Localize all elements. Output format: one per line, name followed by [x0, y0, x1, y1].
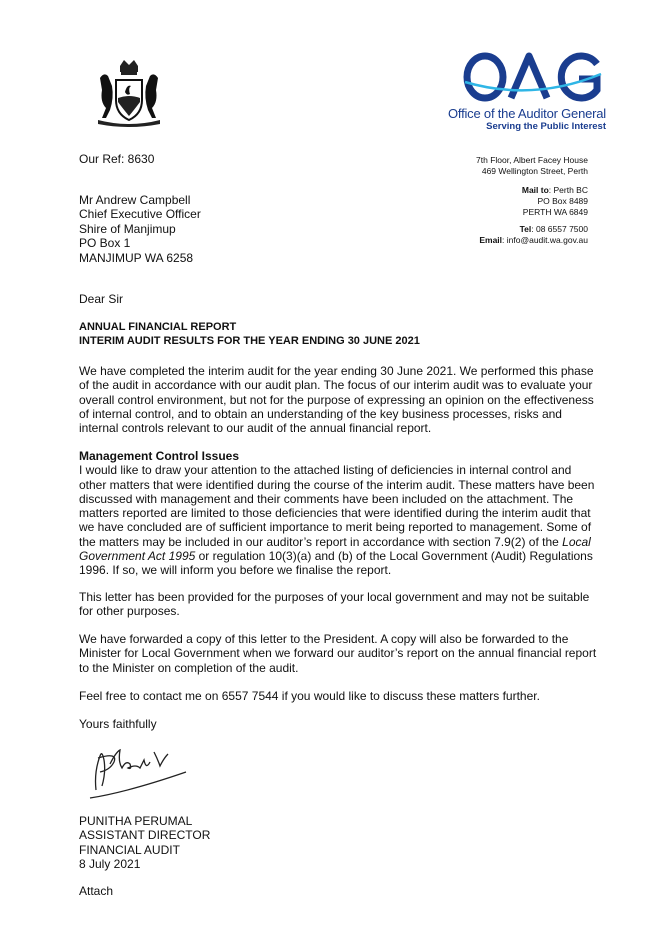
subject-line2: INTERIM AUDIT RESULTS FOR THE YEAR ENDING 30 JUNE 2021: [79, 334, 420, 347]
subject-line1: ANNUAL FINANCIAL REPORT: [79, 321, 237, 333]
office-address-line2: 469 Wellington Street, Perth: [481, 166, 588, 176]
signer-name: PUNITHA PERUMAL: [79, 814, 193, 828]
recipient-town: MANJIMUP WA 6258: [79, 250, 194, 265]
mail-line1: : Perth BC: [548, 185, 588, 195]
email-label: Email: [479, 235, 503, 245]
paragraph-1-text: We have completed the interim audit for the year ending 30 June 2021. We performed this phase of the audit in accordance with our audit plan. The focus of our interim audit was to evaluate your overall control environment, but not for the purpose of expressing an opinion on the effectiveness of internal control, and to obtain an understanding of the key business processes, risks and internal controls relevant to our audit of the annual financial report.: [79, 364, 594, 436]
mci-text-part1: I would like to draw your attention to the attached listing of deficiencies in internal control and other matters that were identified during the course of the interim audit. These matters have been discussed with management and their comments have been included on the attachment. The matters reported are limited to those deficiencies that were identified during the interim audit that we have concluded are of sufficient importance to merit being reported to management. Some of the matters may be included in our auditor’s report in accordance with section 7.9(2) of the: [79, 463, 595, 549]
recipient-box: PO Box 1: [79, 236, 131, 251]
subject-heading: [79, 321, 420, 348]
management-control-text: [79, 463, 599, 577]
oag-office-name: Office of the Auditor General: [447, 106, 606, 121]
mail-line2: PO Box 8489: [537, 196, 588, 206]
salutation: Dear Sir: [79, 292, 124, 306]
mci-text-part2: or regulation 10(3)(a) and (b) of the Local Government (Audit) Regulations 1996. If so, we will inform you before we finalise the report.: [79, 549, 593, 578]
management-control-heading: Management Control Issues: [79, 449, 240, 463]
email-value[interactable]: : info@audit.wa.gov.au: [502, 235, 588, 245]
recipient-address: [79, 193, 201, 265]
paragraph-management-control: [79, 449, 599, 578]
paragraph-contact: [79, 689, 599, 703]
recipient-title: Chief Executive Officer: [79, 207, 201, 222]
mail-line3: PERTH WA 6849: [522, 207, 588, 217]
paragraph-4-text: We have forwarded a copy of this letter to the President. A copy will also be forwarded to the Minister for Local Government when we forward our auditor’s report on the annual financial report to the Minister on completion of the audit.: [79, 632, 597, 675]
tel-label: Tel: [519, 224, 532, 234]
crest-icon: [94, 58, 164, 128]
closing-text: Yours faithfully: [79, 717, 157, 731]
signer-role: ASSISTANT DIRECTOR: [79, 828, 211, 843]
mci-act-title: Local Government Act 1995: [79, 534, 591, 564]
office-address-line1: 7th Floor, Albert Facey House: [476, 155, 588, 165]
signer-dept: FINANCIAL AUDIT: [79, 842, 180, 857]
paragraph-purpose: [79, 590, 599, 619]
signature-icon: [88, 742, 188, 802]
office-contact: [479, 224, 588, 246]
tel-value: : 08 6557 7500: [531, 224, 588, 234]
letter-date: 8 July 2021: [79, 856, 141, 871]
paragraph-3-text: This letter has been provided for the purposes of your local government and may not be suitable for other purposes.: [79, 590, 590, 619]
oag-letters-logo: [463, 52, 603, 102]
mail-to-label: Mail to: [521, 185, 549, 195]
paragraph-5-text: Feel free to contact me on 6557 7544 if you would like to discuss these matters further.: [79, 689, 540, 703]
signer-block: [79, 814, 210, 871]
paragraph-copy-forwarded: [79, 632, 599, 675]
closing: [79, 717, 599, 731]
oag-tagline: Serving the Public Interest: [486, 121, 606, 132]
recipient-org: Shire of Manjimup: [79, 221, 176, 236]
office-mail-address: [522, 185, 588, 218]
attach-note: Attach: [79, 884, 114, 898]
office-street-address: [476, 155, 588, 177]
recipient-name: Mr Andrew Campbell: [79, 193, 191, 207]
paragraph-interim-audit: [79, 364, 599, 435]
oag-logo: [447, 52, 606, 134]
our-reference: Our Ref: 8630: [79, 152, 155, 166]
